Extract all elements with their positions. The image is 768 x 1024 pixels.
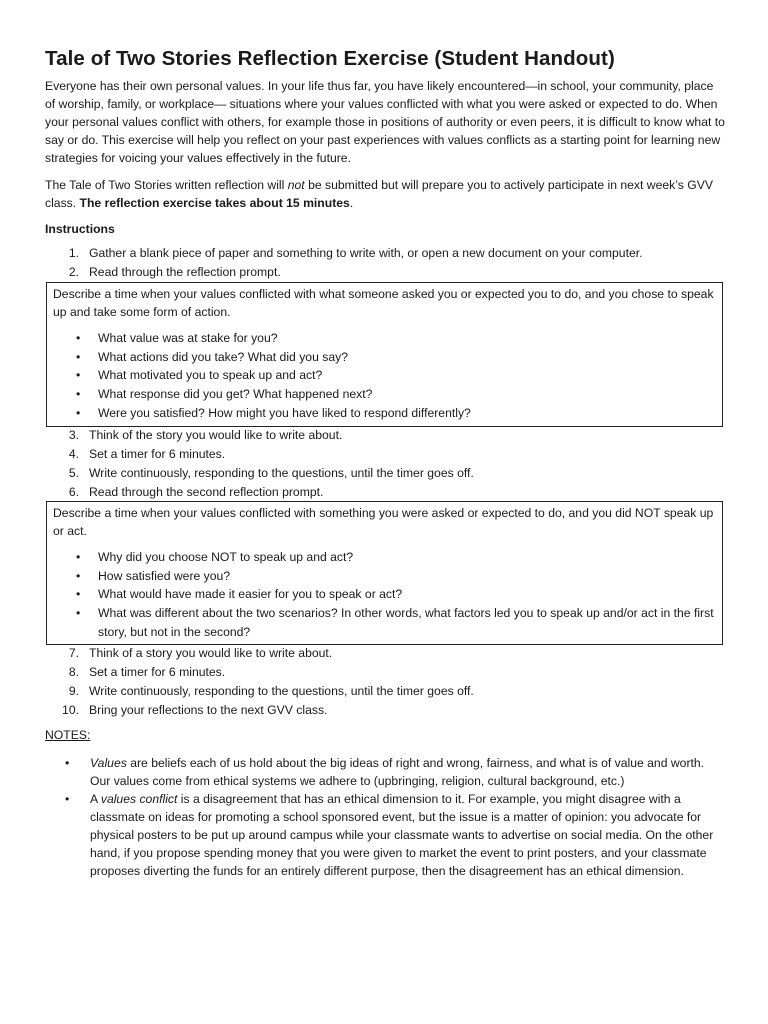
question-item [53,404,716,423]
question-item [53,366,716,385]
values-definition: are beliefs each of us hold about the big ideas of right and wrong, fairness, and what is of value and worth. Our values come from ethical systems we adhere to (upbringing, religion, cultural background, etc.) [90,756,705,788]
question-text: What actions did you take? What did you say? [98,349,348,364]
step-item [55,464,725,483]
step-text: Set a timer for 6 minutes. [89,447,226,461]
instructions-heading: Instructions [45,222,115,236]
reflection-prompt-2-box [46,501,723,645]
step-item [55,244,725,263]
page-title: Tale of Two Stories Reflection Exercise (Student Handout) [45,47,615,70]
bullet-icon: • [76,349,81,364]
note-values-conflict [45,790,725,880]
bullet-icon: • [65,756,70,770]
step-text: Bring your reflections to the next GVV class. [89,703,328,717]
bullet-icon: • [76,387,81,402]
step-number: 6. [68,485,79,499]
question-text: How satisfied were you? [98,568,231,583]
step-item [55,426,725,445]
bullet-icon: • [76,368,81,383]
steps-list-a [55,244,725,282]
values-term: Values [90,756,127,770]
step-text: Set a timer for 6 minutes. [89,665,226,679]
step-text: Think of the story you would like to write about. [89,428,343,442]
step-number: 3. [68,428,79,442]
conflict-prefix: A [90,792,101,806]
reflection-prompt-1-box [46,282,723,427]
bullet-icon: • [76,587,81,602]
reflection-prompt-1: Describe a time when your values conflicted with what someone asked you or expected you to do, and you chose to speak up and take some form of action. [53,287,714,319]
bullet-icon: • [76,568,81,583]
step-item [55,682,725,701]
step-text: Think of a story you would like to write about. [89,646,333,660]
bullet-icon: • [76,405,81,420]
step-item [55,445,725,464]
submission-duration: The reflection exercise takes about 15 minutes [79,196,350,210]
step-number: 5. [68,466,79,480]
step-text: Read through the second reflection prompt. [89,485,324,499]
reflection-prompt-2: Describe a time when your values conflicted with something you were asked or expected to do, and you did NOT speak up or act. [53,506,714,538]
notes-heading: NOTES: [45,728,91,742]
bullet-icon: • [65,792,70,806]
question-item [53,385,716,404]
question-text: What response did you get? What happened next? [98,387,373,402]
step-text: Read through the reflection prompt. [89,265,281,279]
bullet-icon: • [76,606,81,621]
question-text: What was different about the two scenarios? In other words, what factors led you to speak up and/or act in the first story, but not in the second? [98,606,714,639]
prompt-1-questions [53,329,716,423]
submission-emphasis: not [287,178,305,192]
step-text: Write continuously, responding to the questions, until the timer goes off. [89,684,474,698]
question-text: Why did you choose NOT to speak up and act? [98,550,354,564]
values-conflict-definition: is a disagreement that has an ethical dimension to it. For example, you might disagree with a classmate on ideas for promoting a school sponsored event, but the issue is a matter of opinion: you advocate for physical posters to be put up around campus while your classmate wants to advertise on social media. On the other hand, if you propose spending money that you were given to market the event to print posters, and your classmate proposes diverting the funds for an entirely different purpose, then the disagreement has an ethical dimension. [90,792,714,878]
step-number: 1. [68,246,79,260]
step-text: Gather a blank piece of paper and something to write with, or open a new document on your computer. [89,246,643,260]
step-item [55,263,725,282]
question-text: What motivated you to speak up and act? [98,368,323,383]
values-conflict-term: values conflict [100,792,178,806]
bullet-icon: • [76,550,81,564]
bullet-icon: • [76,331,81,345]
question-item [53,329,716,348]
question-item [53,604,716,641]
submission-text-2: be submitted but will prepare you to actively participate in next week’s GVV class. [45,178,713,210]
intro-paragraph: Everyone has their own personal values. In your life thus far, you have likely encountered—in school, your community, place of worship, family, or workplace— situations where your values conflicted with what you were asked or expected to do. When your personal values conflict with others, for example those in positions of authority or even peers, it is difficult to know what to say or do. This exercise will help you reflect on your past experiences with values conflicts as a starting point for learning new strategies for voicing your values effectively in the future. [45,79,725,165]
question-text: Were you satisfied? How might you have liked to respond differently? [98,405,471,420]
submission-paragraph [45,176,725,212]
notes-list [45,754,725,880]
step-text: Write continuously, responding to the questions, until the timer goes off. [89,466,474,480]
question-text: What would have made it easier for you to speak or act? [98,587,403,602]
step-item [55,483,725,502]
step-number: 4. [68,447,79,461]
question-item [53,548,716,567]
question-item [53,567,716,586]
step-item [55,701,725,720]
step-number: 8. [68,665,79,679]
question-text: What value was at stake for you? [98,331,278,345]
prompt-2-questions [53,548,716,642]
steps-list-c [55,644,725,720]
step-item [55,663,725,682]
note-values [45,754,725,790]
submission-text-1: The Tale of Two Stories written reflection will [45,178,288,192]
step-number: 2. [68,265,79,279]
step-item [55,644,725,663]
question-item [53,348,716,367]
submission-end: . [349,196,354,210]
step-number: 9. [68,684,79,698]
step-number: 7. [68,646,79,660]
question-item [53,585,716,604]
step-number: 10. [62,703,79,717]
steps-list-b [55,426,725,502]
